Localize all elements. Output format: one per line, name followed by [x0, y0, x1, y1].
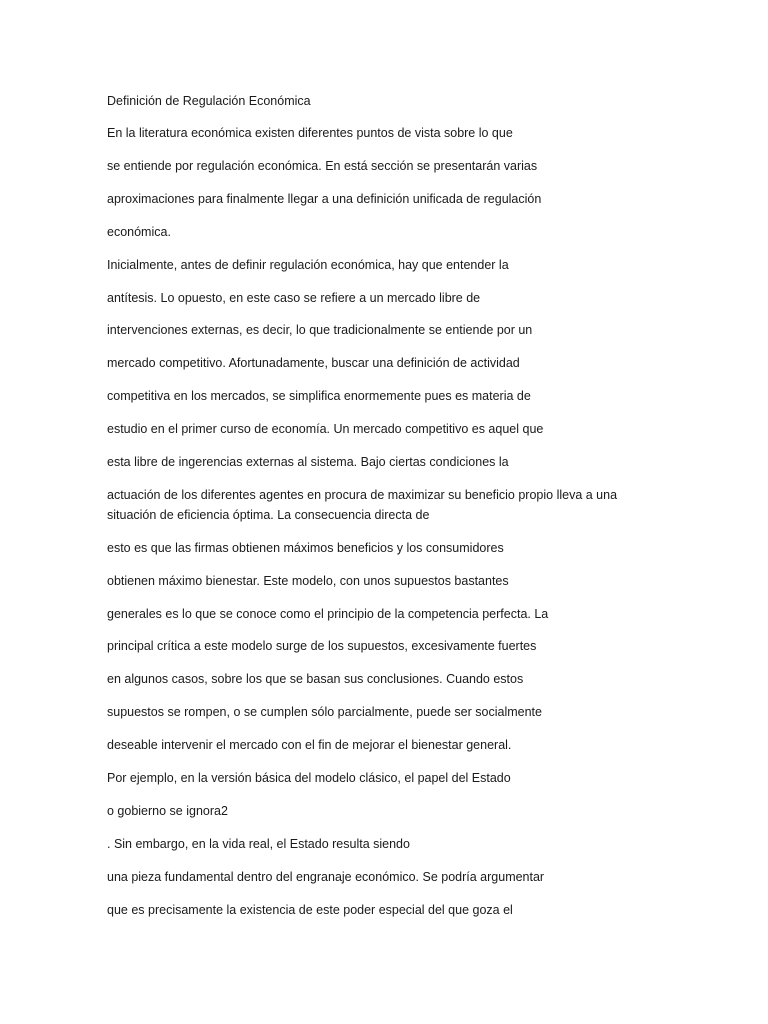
text-line: Por ejemplo, en la versión básica del modelo clásico, el papel del Estado — [107, 771, 511, 785]
text-line: . Sin embargo, en la vida real, el Estado resulta siendo — [107, 837, 410, 851]
text-line: En la literatura económica existen diferentes puntos de vista sobre lo que — [107, 126, 513, 140]
text-line: esta libre de ingerencias externas al sistema. Bajo ciertas condiciones la — [107, 455, 509, 469]
text-line: o gobierno se ignora2 — [107, 804, 228, 818]
text-line: deseable intervenir el mercado con el fin de mejorar el bienestar general. — [107, 738, 512, 752]
text-line: aproximaciones para finalmente llegar a una definición unificada de regulación — [107, 192, 542, 206]
text-line: Inicialmente, antes de definir regulación económica, hay que entender la — [107, 258, 509, 272]
text-line: competitiva en los mercados, se simplifica enormemente pues es materia de — [107, 389, 531, 403]
text-line: generales es lo que se conoce como el principio de la competencia perfecta. La — [107, 607, 549, 621]
text-line: situación de eficiencia óptima. La consecuencia directa de — [107, 508, 430, 522]
text-line: obtienen máximo bienestar. Este modelo, con unos supuestos bastantes — [107, 574, 509, 588]
text-line: esto es que las firmas obtienen máximos beneficios y los consumidores — [107, 541, 504, 555]
text-line: se entiende por regulación económica. En está sección se presentarán varias — [107, 159, 538, 173]
document-title: Definición de Regulación Económica — [107, 94, 311, 108]
text-line: estudio en el primer curso de economía. Un mercado competitivo es aquel que — [107, 422, 544, 436]
text-line: en algunos casos, sobre los que se basan sus conclusiones. Cuando estos — [107, 672, 524, 686]
text-line: económica. — [107, 225, 171, 239]
text-line: actuación de los diferentes agentes en procura de maximizar su beneficio propio lleva a una — [107, 488, 618, 502]
text-line: intervenciones externas, es decir, lo que tradicionalmente se entiende por un — [107, 323, 533, 337]
text-line: que es precisamente la existencia de este poder especial del que goza el — [107, 903, 513, 917]
text-line: una pieza fundamental dentro del engranaje económico. Se podría argumentar — [107, 870, 545, 884]
text-line: antítesis. Lo opuesto, en este caso se refiere a un mercado libre de — [107, 291, 481, 305]
text-line: principal crítica a este modelo surge de los supuestos, excesivamente fuertes — [107, 639, 537, 653]
text-line: supuestos se rompen, o se cumplen sólo parcialmente, puede ser socialmente — [107, 705, 542, 719]
text-line: mercado competitivo. Afortunadamente, buscar una definición de actividad — [107, 356, 520, 370]
